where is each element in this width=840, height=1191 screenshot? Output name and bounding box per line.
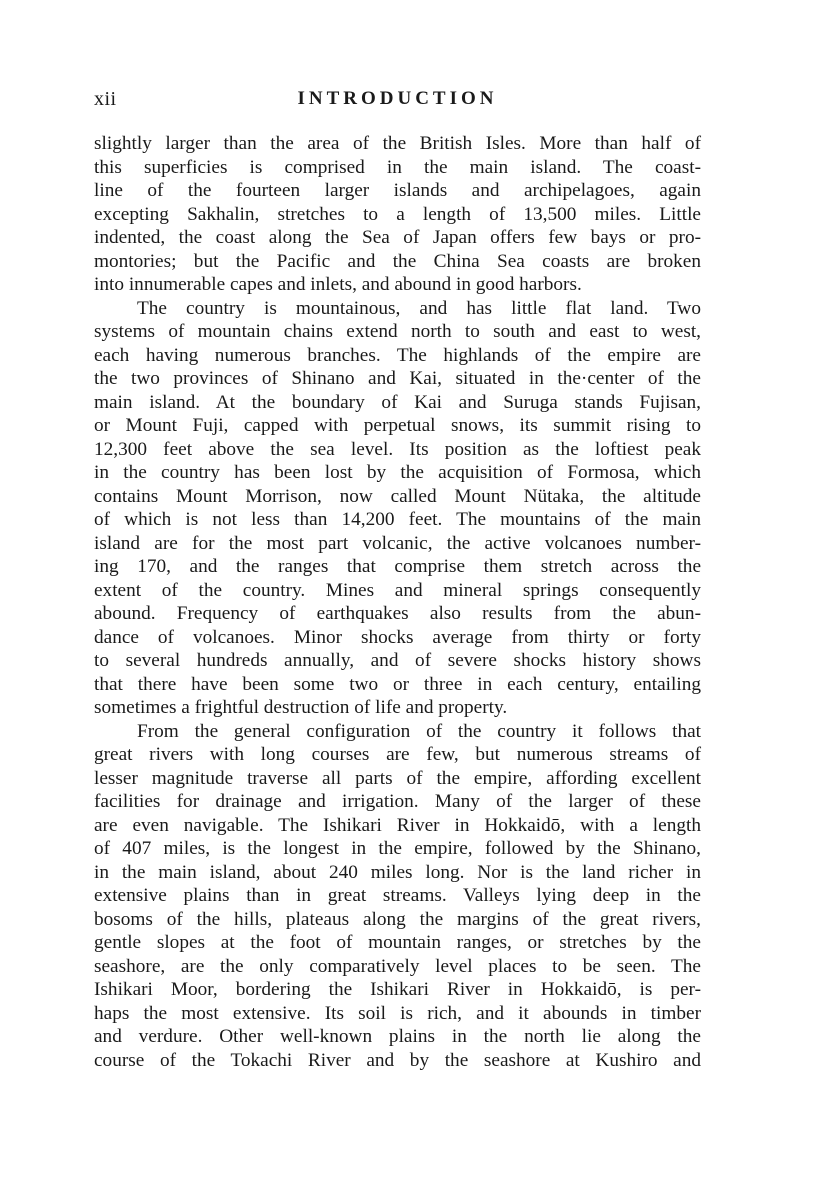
text-line: extensive plains than in great streams. Valleys lying deep in the bbox=[94, 885, 701, 906]
text-line: or Mount Fuji, capped with perpetual snows, its summit rising to bbox=[94, 415, 701, 436]
body-text bbox=[94, 132, 701, 1072]
running-title: INTRODUCTION bbox=[297, 88, 498, 109]
text-line: contains Mount Morrison, now called Mount Nütaka, the altitude bbox=[94, 485, 701, 507]
text-line: systems of mountain chains extend north to south and east to west, bbox=[94, 321, 701, 342]
paragraph-3 bbox=[94, 720, 701, 1073]
text-line: island are for the most part volcanic, the active volcanoes number- bbox=[94, 532, 701, 554]
text-line: course of the Tokachi River and by the seashore at Kushiro and bbox=[94, 1049, 701, 1071]
paragraph-2 bbox=[94, 297, 701, 720]
text-line: bosoms of the hills, plateaus along the margins of the great rivers, bbox=[94, 908, 701, 930]
text-line: gentle slopes at the foot of mountain ranges, or stretches by the bbox=[94, 932, 701, 953]
text-line: The country is mountainous, and has little flat land. Two bbox=[137, 297, 701, 319]
text-line: montories; but the Pacific and the China Sea coasts are broken bbox=[94, 250, 701, 272]
text-line: line of the fourteen larger islands and archipelagoes, again bbox=[94, 180, 701, 201]
text-line: each having numerous branches. The highlands of the empire are bbox=[94, 344, 701, 366]
text-line: into innumerable capes and inlets, and abound in good harbors. bbox=[94, 274, 582, 295]
text-line: haps the most extensive. Its soil is rich, and it abounds in timber bbox=[94, 1002, 701, 1024]
text-line: of which is not less than 14,200 feet. The mountains of the main bbox=[94, 509, 701, 530]
text-line: of 407 miles, is the longest in the empire, followed by the Shinano, bbox=[94, 838, 701, 859]
text-line: excepting Sakhalin, stretches to a length of 13,500 miles. Little bbox=[94, 203, 701, 225]
text-line: that there have been some two or three in each century, entailing bbox=[94, 673, 701, 695]
text-line: great rivers with long courses are few, but numerous streams of bbox=[94, 744, 701, 765]
text-line: and verdure. Other well-known plains in the north lie along the bbox=[94, 1026, 701, 1047]
text-line: extent of the country. Mines and mineral springs consequently bbox=[94, 579, 701, 601]
page-number: xii bbox=[94, 88, 117, 110]
text-line: this superficies is comprised in the main island. The coast- bbox=[94, 156, 701, 178]
text-line: abound. Frequency of earthquakes also results from the abun- bbox=[94, 603, 701, 624]
text-line: in the country has been lost by the acquisition of Formosa, which bbox=[94, 462, 701, 483]
text-line: seashore, are the only comparatively level places to be seen. The bbox=[94, 955, 701, 977]
text-line: indented, the coast along the Sea of Japan offers few bays or pro- bbox=[94, 227, 701, 248]
text-line: slightly larger than the area of the British Isles. More than half of bbox=[94, 133, 701, 154]
paragraph-1 bbox=[94, 132, 701, 297]
text-line: ing 170, and the ranges that comprise them stretch across the bbox=[94, 556, 701, 577]
text-line: sometimes a frightful destruction of life and property. bbox=[94, 697, 508, 718]
text-line: 12,300 feet above the sea level. Its position as the loftiest peak bbox=[94, 438, 701, 460]
text-line: to several hundreds annually, and of severe shocks history shows bbox=[94, 650, 701, 671]
text-line: From the general configuration of the country it follows that bbox=[137, 720, 701, 742]
text-line: dance of volcanoes. Minor shocks average from thirty or forty bbox=[94, 626, 701, 648]
text-line: lesser magnitude traverse all parts of the empire, affording excellent bbox=[94, 767, 701, 789]
running-head bbox=[94, 88, 701, 114]
text-line: Ishikari Moor, bordering the Ishikari River in Hokkaidō, is per- bbox=[94, 979, 701, 1000]
text-line: the two provinces of Shinano and Kai, situated in the·center of the bbox=[94, 368, 701, 389]
text-line: main island. At the boundary of Kai and Suruga stands Fujisan, bbox=[94, 391, 701, 413]
text-line: in the main island, about 240 miles long. Nor is the land richer in bbox=[94, 861, 701, 883]
text-line: are even navigable. The Ishikari River in Hokkaidō, with a length bbox=[94, 814, 701, 836]
text-line: facilities for drainage and irrigation. Many of the larger of these bbox=[94, 791, 701, 812]
